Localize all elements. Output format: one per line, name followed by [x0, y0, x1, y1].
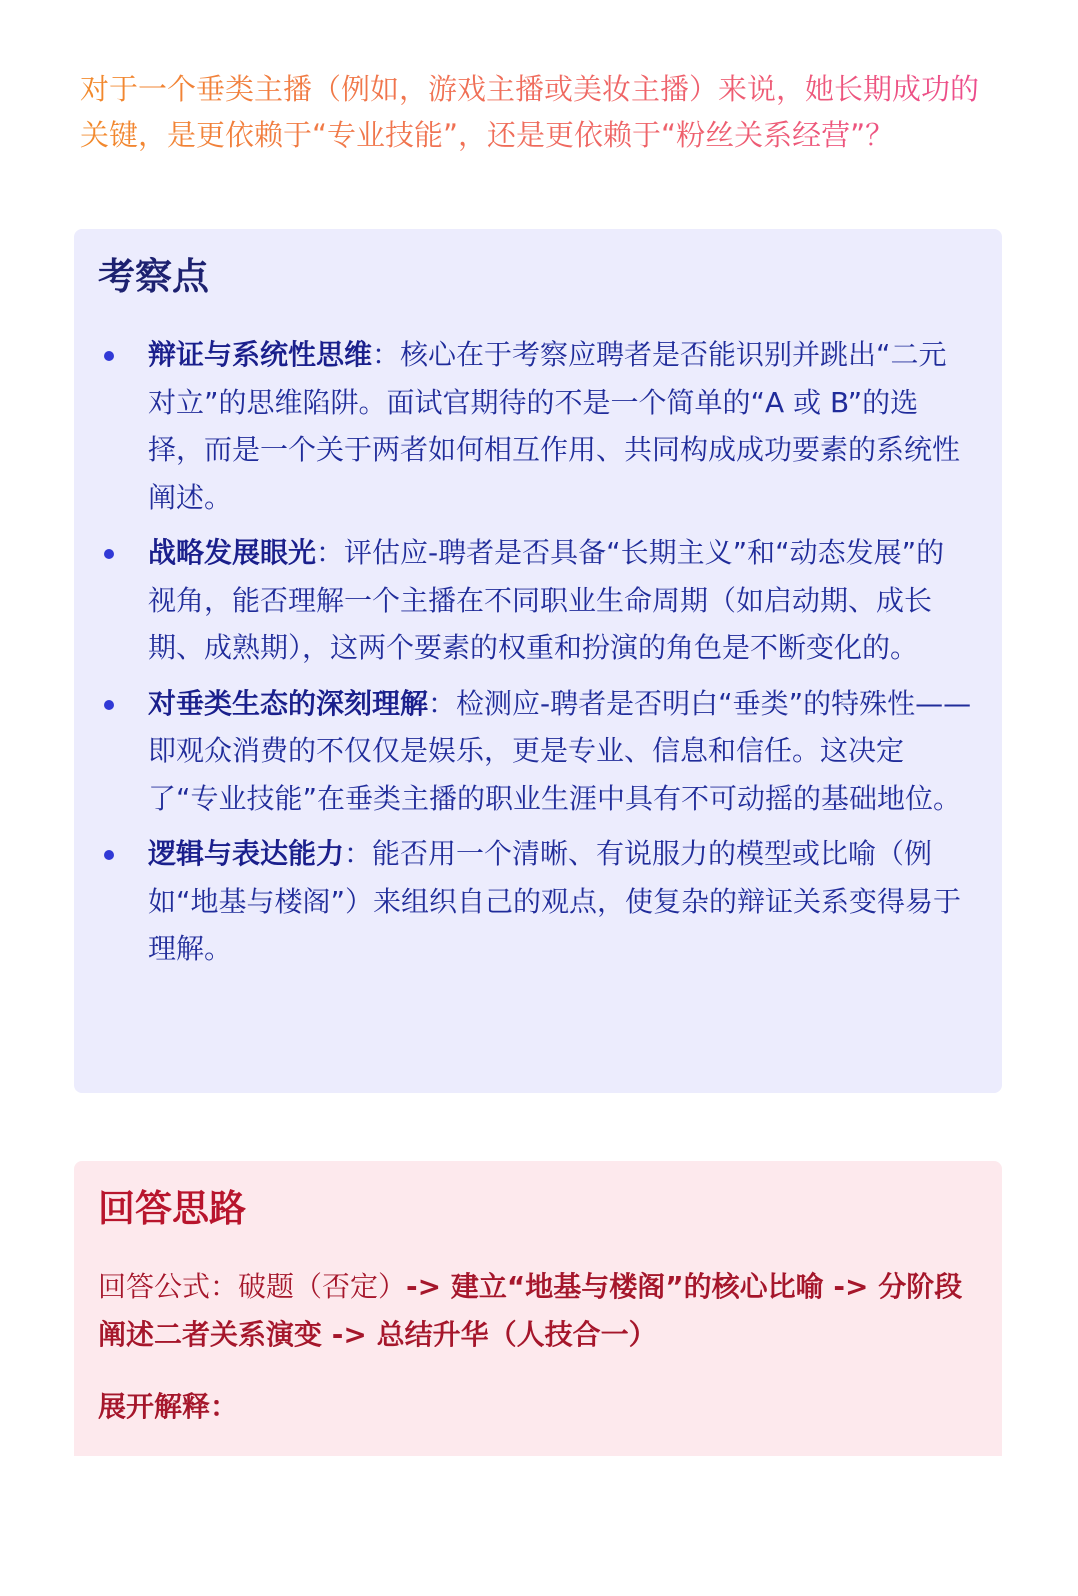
point-term: 对垂类生态的深刻理解 [148, 686, 429, 720]
expand-explanation-label: 展开解释： [98, 1390, 239, 1423]
formula-label: 回答公式： [98, 1270, 239, 1303]
answer-approach-card [74, 1161, 1002, 1456]
point-separator: ： [344, 837, 373, 870]
formula-steps: -> 建立“地基与楼阁”的核心比喻 -> 分阶段阐述二者关系演变 -> 总结升华（人技合一） [98, 1270, 963, 1351]
exam-point-ecosystem [74, 680, 1002, 823]
point-separator: ： [372, 338, 401, 371]
interview-question: 对于一个垂类主播（例如，游戏主播或美妆主播）来说，她长期成功的关键，是更依赖于“专业技能”，还是更依赖于“粉丝关系经营”？ [80, 66, 1000, 158]
bullet-dot-icon [104, 700, 114, 710]
bullet-dot-icon [104, 850, 114, 860]
point-separator: ： [428, 686, 457, 720]
formula-plain: 破题（否定） [238, 1270, 407, 1303]
point-term: 辩证与系统性思维 [148, 338, 373, 371]
point-text: 能否用一个清晰、有说服力的模型或比喻（例如“地基与楼阁”）来组织自己的观点，使复杂的辩证关系变得易于理解。 [148, 837, 962, 965]
point-separator: ： [316, 536, 345, 569]
point-text: 评估应-聘者是否具备“长期主义”和“动态发展”的视角，能否理解一个主播在不同职业生命周期（如启动期、成长期、成熟期），这两个要素的权重和扮演的角色是不断变化的。 [148, 536, 945, 664]
exam-points-title: 考察点 [98, 255, 209, 298]
point-text: 检测应-聘者是否明白“垂类”的特殊性——即观众消费的不仅仅是娱乐，更是专业、信息和信任。这决定了“专业技能”在垂类主播的职业生涯中具有不可动摇的基础地位。 [148, 686, 972, 815]
bullet-dot-icon [104, 549, 114, 559]
exam-point-strategy [74, 529, 1002, 672]
point-text: 核心在于考察应聘者是否能识别并跳出“二元对立”的思维陷阱。面试官期待的不是一个简单的“A 或 B”的选择，而是一个关于两者如何相互作用、共同构成成功要素的系统性阐述。 [148, 338, 961, 514]
exam-points-card [74, 229, 1002, 1093]
exam-point-dialectical [74, 331, 1002, 521]
bullet-dot-icon [104, 351, 114, 361]
exam-points-list [74, 331, 1002, 981]
exam-point-logic [74, 830, 1002, 973]
point-term: 战略发展眼光 [148, 536, 317, 569]
answer-approach-title: 回答思路 [98, 1187, 246, 1230]
point-term: 逻辑与表达能力 [148, 837, 345, 870]
answer-formula [98, 1263, 978, 1359]
